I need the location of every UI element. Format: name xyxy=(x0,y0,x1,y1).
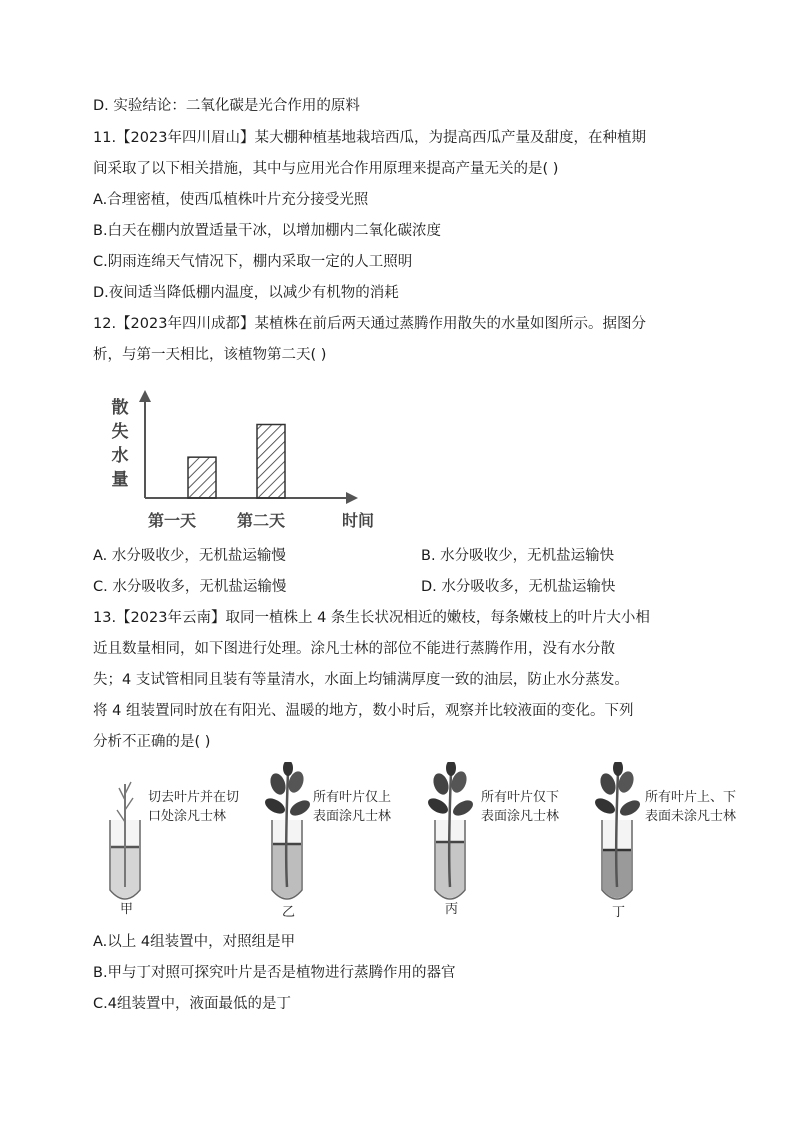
label-yi: 乙 xyxy=(282,905,296,920)
q11-stem-line2: 间采取了以下相关措施，其中与应用光合作用原理来提高产量无关的是( ) xyxy=(93,161,559,177)
tube-bing xyxy=(425,762,475,899)
tube-ding xyxy=(592,762,642,899)
x-axis-arrow xyxy=(346,492,358,504)
transpiration-experiment-figure xyxy=(100,762,760,912)
caption-ding-line2: 表面未涂凡士林 xyxy=(645,809,737,824)
y-axis-label-char1: 散 xyxy=(111,398,129,418)
caption-jia-line2: 口处涂凡士林 xyxy=(148,809,227,824)
x-tick-label-1: 第一天 xyxy=(147,511,197,530)
q12-stem-line1: 12.【2023年四川成都】某植株在前后两天通过蒸腾作用散失的水量如图所示。据图分 xyxy=(93,316,646,332)
x-axis-label: 时间 xyxy=(341,511,375,530)
caption-bing-line1: 所有叶片仅下 xyxy=(481,790,560,805)
q13-stem-line1: 13.【2023年云南】取同一植株上 4 条生长状况相近的嫩枝，每条嫩枝上的叶片大小相 xyxy=(93,610,650,626)
label-bing: 丙 xyxy=(445,902,459,917)
caption-bing-line2: 表面涂凡士林 xyxy=(481,809,560,824)
q13-stem-line2: 近且数量相同，如下图进行处理。涂凡士林的部位不能进行蒸腾作用，没有水分散 xyxy=(93,641,615,657)
label-jia: 甲 xyxy=(120,902,134,917)
q12-stem-line2: 析，与第一天相比，该植物第二天( ) xyxy=(93,347,327,363)
bar-2 xyxy=(257,425,285,499)
y-axis-arrow xyxy=(139,390,151,402)
q13-option-a: A.以上 4组装置中，对照组是甲 xyxy=(93,934,296,950)
q13-option-c: C.4组装置中，液面最低的是丁 xyxy=(93,996,291,1012)
q13-stem-line5: 分析不正确的是( ) xyxy=(93,734,211,750)
q11-stem-line1: 11.【2023年四川眉山】某大棚种植基地栽培西瓜，为提高西瓜产量及甜度，在种植期 xyxy=(93,130,646,146)
q11-option-a: A.合理密植，使西瓜植株叶片充分接受光照 xyxy=(93,192,369,208)
q12-option-d: D. 水分吸收多，无机盐运输快 xyxy=(421,579,616,595)
caption-jia-line1: 切去叶片并在切 xyxy=(148,790,240,805)
q12-option-a: A. 水分吸收少，无机盐运输慢 xyxy=(93,548,286,564)
q11-option-c: C.阴雨连绵天气情况下，棚内采取一定的人工照明 xyxy=(93,254,413,270)
caption-yi-line1: 所有叶片仅上 xyxy=(313,790,392,805)
y-axis-label-char3: 水 xyxy=(111,446,129,466)
y-axis-label-char4: 量 xyxy=(111,470,129,490)
tube-yi xyxy=(262,762,312,899)
q11-option-b: B.白天在棚内放置适量干冰，以增加棚内二氧化碳浓度 xyxy=(93,223,442,239)
bar-1 xyxy=(188,457,216,498)
q13-option-b: B.甲与丁对照可探究叶片是否是植物进行蒸腾作用的器官 xyxy=(93,965,456,981)
label-ding: 丁 xyxy=(612,905,626,920)
q12-option-c: C. 水分吸收多，无机盐运输慢 xyxy=(93,579,287,595)
q10-option-d: D. 实验结论：二氧化碳是光合作用的原料 xyxy=(93,98,360,114)
x-tick-label-2: 第二天 xyxy=(236,511,286,530)
caption-yi-line2: 表面涂凡士林 xyxy=(313,809,392,824)
caption-ding-line1: 所有叶片上、下 xyxy=(645,790,737,805)
water-loss-bar-chart xyxy=(100,388,390,538)
y-axis-label-char2: 失 xyxy=(111,422,129,442)
q12-option-b: B. 水分吸收少，无机盐运输快 xyxy=(421,548,615,564)
q11-option-d: D.夜间适当降低棚内温度，以减少有机物的消耗 xyxy=(93,285,399,301)
q13-stem-line4: 将 4 组装置同时放在有阳光、温暖的地方，数小时后，观察并比较液面的变化。下列 xyxy=(93,703,634,719)
q13-stem-line3: 失；4 支试管相同且装有等量清水，水面上均铺满厚度一致的油层，防止水分蒸发。 xyxy=(93,672,629,688)
tube-jia xyxy=(110,782,140,899)
